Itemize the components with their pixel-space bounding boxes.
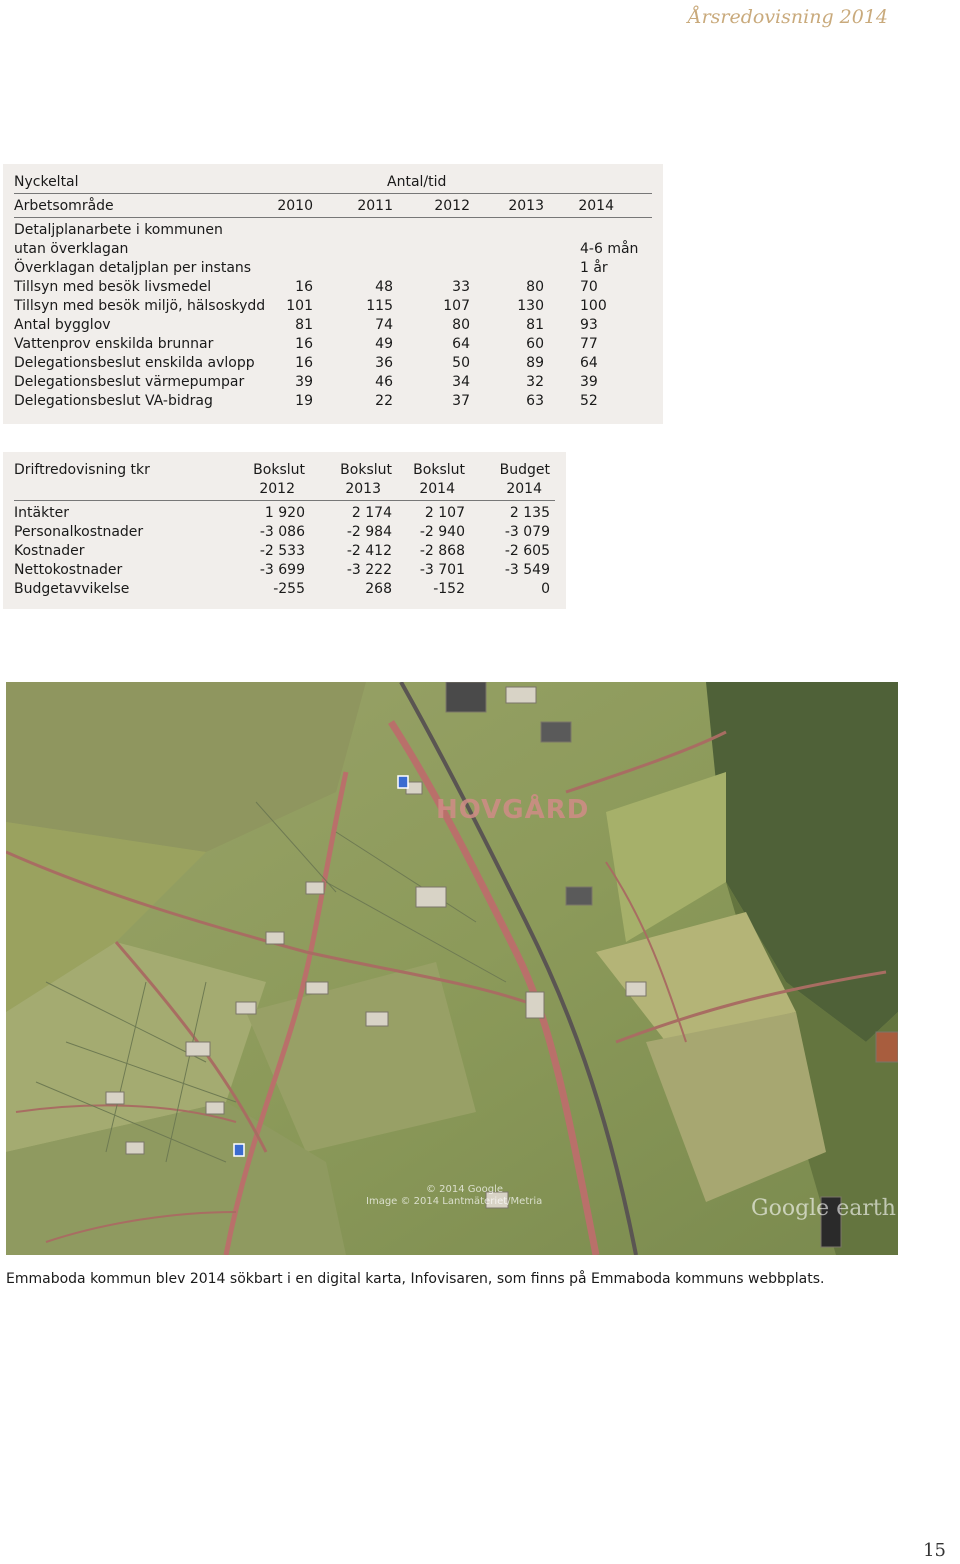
- table-cell: -2 984: [346, 524, 392, 540]
- header-divider: [14, 193, 652, 194]
- table-cell: 70: [580, 279, 598, 295]
- table-cell: 37: [452, 393, 470, 409]
- table-cell: -3 549: [504, 562, 550, 578]
- table-cell: 0: [541, 581, 550, 597]
- table-cell: 16: [295, 355, 313, 371]
- map-watermark: Google earth: [751, 1196, 896, 1221]
- table-cell: 1 år: [580, 260, 608, 276]
- row-label: Delegationsbeslut VA-bidrag: [14, 393, 213, 409]
- nyckeltal-group-header: Antal/tid: [387, 174, 447, 190]
- table-cell: -3 086: [259, 524, 305, 540]
- table-cell: 60: [526, 336, 544, 352]
- column-header-top: Bokslut: [253, 462, 305, 478]
- drift-title: Driftredovisning tkr: [14, 462, 150, 478]
- table-cell: -2 868: [419, 543, 465, 559]
- table-cell: 101: [286, 298, 313, 314]
- column-header: 2012: [434, 198, 470, 214]
- table-cell: 16: [295, 336, 313, 352]
- table-cell: 81: [526, 317, 544, 333]
- table-cell: -3 699: [259, 562, 305, 578]
- row-label: Tillsyn med besök livsmedel: [14, 279, 212, 295]
- table-cell: 80: [452, 317, 470, 333]
- table-cell: 74: [375, 317, 393, 333]
- column-header-top: Bokslut: [340, 462, 392, 478]
- header-divider: [14, 500, 555, 501]
- table-cell: 46: [375, 374, 393, 390]
- table-cell: -3 222: [346, 562, 392, 578]
- table-cell: -2 940: [419, 524, 465, 540]
- row-label: Överklagan detaljplan per instans: [14, 260, 252, 276]
- map-copyright: © 2014 Google: [426, 1184, 504, 1195]
- row-label: utan överklagan: [14, 241, 129, 257]
- row-label: Vattenprov enskilda brunnar: [14, 336, 214, 352]
- table-cell: 22: [375, 393, 393, 409]
- table-cell: 34: [452, 374, 470, 390]
- table-cell: 16: [295, 279, 313, 295]
- row-label: Kostnader: [14, 543, 85, 559]
- table-cell: 2 174: [351, 505, 392, 521]
- table-cell: 100: [580, 298, 607, 314]
- table-cell: -2 412: [346, 543, 392, 559]
- table-cell: 77: [580, 336, 598, 352]
- row-label: Intäkter: [14, 505, 70, 521]
- row-label: Tillsyn med besök miljö, hälsoskydd: [14, 298, 266, 314]
- table-cell: 107: [443, 298, 470, 314]
- table-cell: -3 079: [504, 524, 550, 540]
- table-cell: 64: [452, 336, 470, 352]
- map-imagery-credit: Image © 2014 Lantmäteriet/Metria: [366, 1196, 543, 1207]
- table-cell: 2 107: [424, 505, 465, 521]
- table-cell: 89: [526, 355, 544, 371]
- table-cell: 80: [526, 279, 544, 295]
- table-cell: -2 533: [259, 543, 305, 559]
- table-cell: -152: [433, 581, 465, 597]
- row-label: Detaljplanarbete i kommunen: [14, 222, 223, 238]
- table-cell: 19: [295, 393, 313, 409]
- table-cell: 39: [580, 374, 598, 390]
- table-cell: 32: [526, 374, 544, 390]
- row-label: Budgetavvikelse: [14, 581, 130, 597]
- table-cell: -3 701: [419, 562, 465, 578]
- table-cell: 49: [375, 336, 393, 352]
- row-label: Personalkostnader: [14, 524, 144, 540]
- column-header: Arbetsområde: [14, 198, 114, 214]
- row-label: Antal bygglov: [14, 317, 111, 333]
- page-number: 15: [923, 1540, 946, 1561]
- column-header-year: 2012: [259, 481, 295, 497]
- report-header-title: Årsredovisning 2014: [687, 6, 888, 28]
- aerial-photo: [6, 682, 898, 1255]
- column-header-top: Budget: [499, 462, 550, 478]
- table-cell: 2 135: [509, 505, 550, 521]
- table-cell: 268: [365, 581, 392, 597]
- map-marker-icon: [234, 1144, 244, 1156]
- column-header-top: Bokslut: [413, 462, 465, 478]
- column-header: 2010: [277, 198, 313, 214]
- table-cell: 52: [580, 393, 598, 409]
- map-marker-icon: [398, 776, 408, 788]
- row-label: Nettokostnader: [14, 562, 123, 578]
- nyckeltal-title: Nyckeltal: [14, 174, 79, 190]
- table-cell: 4-6 mån: [580, 241, 639, 257]
- row-label: Delegationsbeslut enskilda avlopp: [14, 355, 255, 371]
- column-header: 2014: [578, 198, 614, 214]
- table-cell: -255: [273, 581, 305, 597]
- column-header-year: 2013: [345, 481, 381, 497]
- table-cell: 115: [366, 298, 393, 314]
- table-cell: 93: [580, 317, 598, 333]
- column-header: 2013: [508, 198, 544, 214]
- driftredovisning-table: [3, 452, 566, 609]
- table-cell: 36: [375, 355, 393, 371]
- aerial-map: [6, 682, 898, 1255]
- column-header-year: 2014: [419, 481, 455, 497]
- table-cell: 81: [295, 317, 313, 333]
- table-cell: 50: [452, 355, 470, 371]
- nyckeltal-table: [3, 164, 663, 424]
- table-cell: 48: [375, 279, 393, 295]
- table-cell: 39: [295, 374, 313, 390]
- row-label: Delegationsbeslut värmepumpar: [14, 374, 245, 390]
- map-place-label: HOVGÅRD: [436, 795, 590, 825]
- column-header-year: 2014: [506, 481, 542, 497]
- header-divider: [14, 217, 652, 218]
- map-caption: Emmaboda kommun blev 2014 sökbart i en digital karta, Infovisaren, som finns på Emmaboda kommuns webbplats.: [6, 1271, 825, 1287]
- table-cell: 33: [452, 279, 470, 295]
- table-cell: 63: [526, 393, 544, 409]
- table-cell: 130: [517, 298, 544, 314]
- table-cell: 64: [580, 355, 598, 371]
- table-cell: 1 920: [264, 505, 305, 521]
- column-header: 2011: [357, 198, 393, 214]
- table-cell: -2 605: [504, 543, 550, 559]
